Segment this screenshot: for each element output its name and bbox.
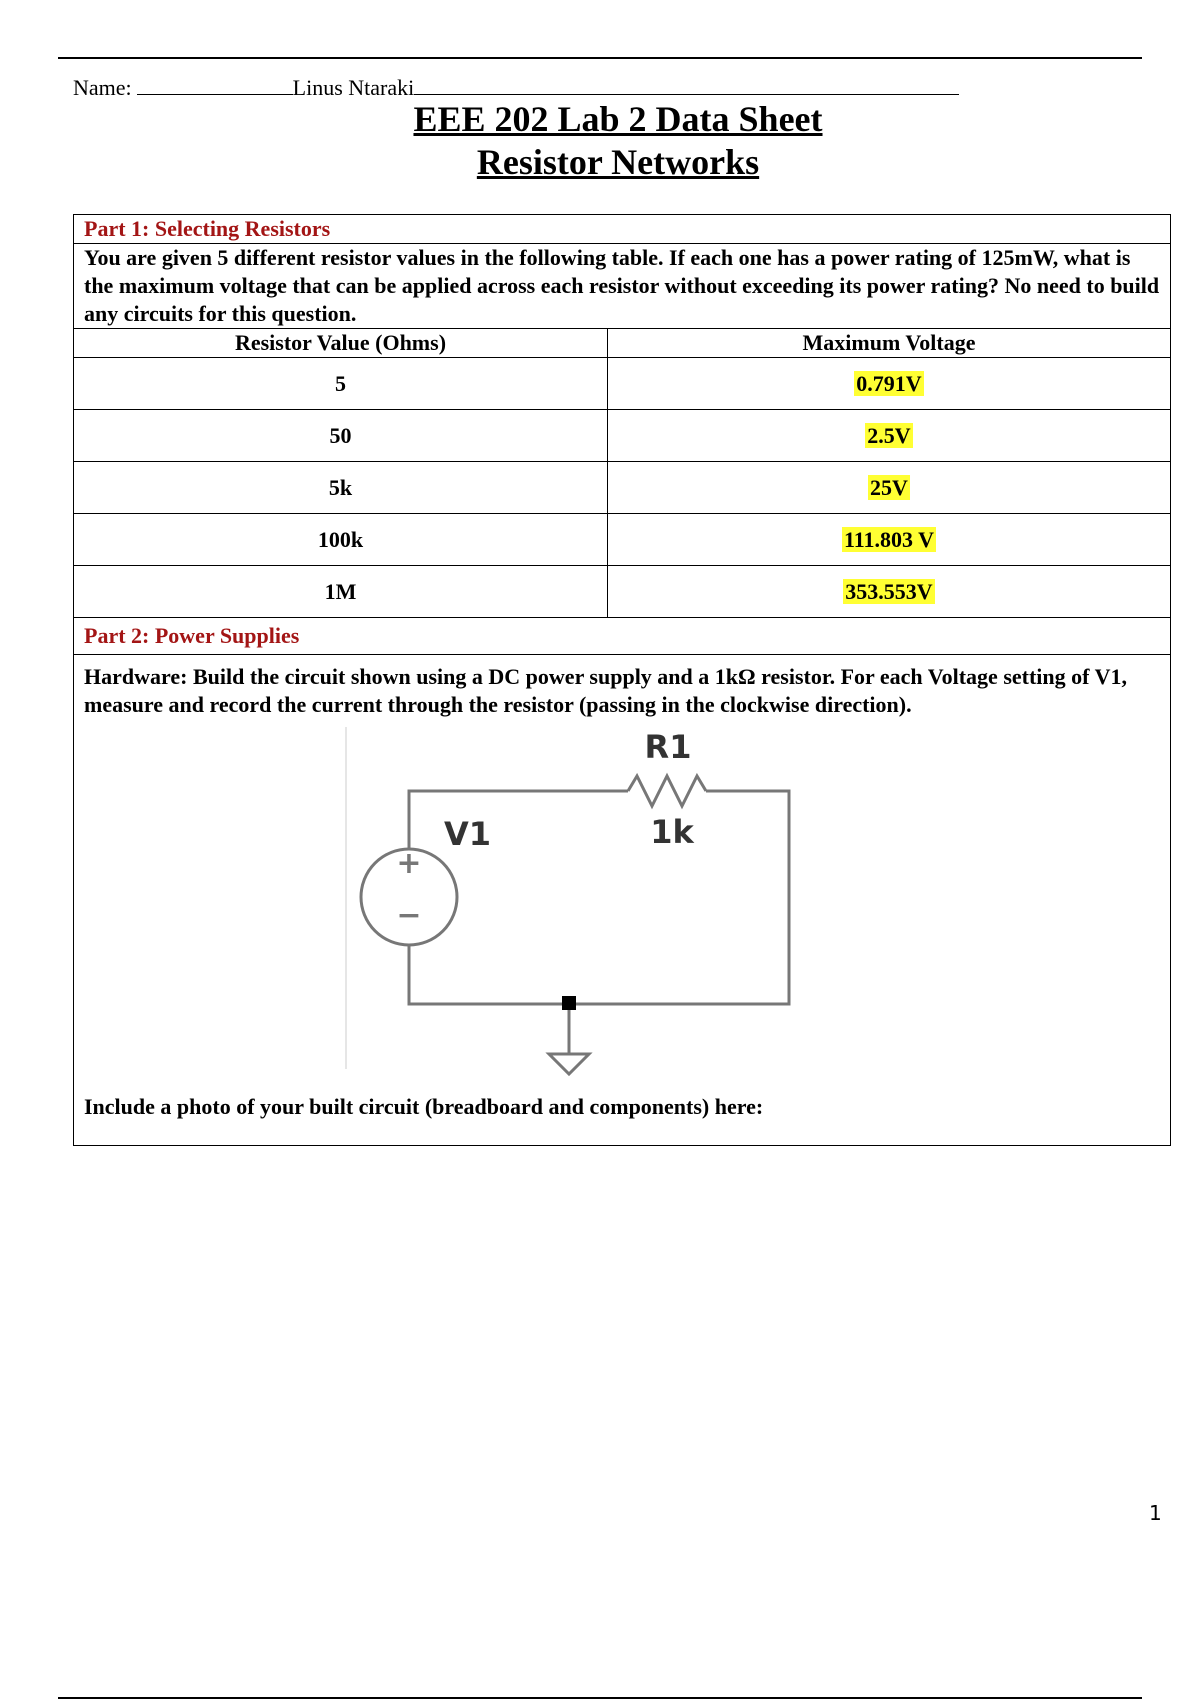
footer-rule — [58, 1697, 1142, 1699]
circuit-schematic — [84, 719, 1160, 1089]
column-header-voltage: Maximum Voltage — [608, 329, 1171, 358]
resistor-label: R1 — [644, 728, 692, 766]
plus-sign: + — [396, 846, 422, 881]
resistor-symbol — [628, 776, 706, 806]
source-label: V1 — [444, 815, 492, 853]
voltage-cell — [608, 358, 1171, 410]
resistor-value: 100k — [74, 514, 608, 566]
part2-label: Part 2: Power Supplies — [74, 618, 1171, 655]
voltage-cell — [608, 566, 1171, 618]
resistor-value: 1M — [74, 566, 608, 618]
max-voltage-answer[interactable]: 353.553V — [845, 578, 933, 604]
part2-hardware-text: Hardware: Build the circuit shown using a DC power supply and a 1kΩ resistor. For each Voltage setting of V1, measure and record the current through the resistor (passing in the clockwise direction). — [84, 664, 1127, 717]
name-value[interactable]: Linus Ntaraki — [292, 75, 415, 100]
table-row — [74, 514, 1171, 566]
table-row — [74, 462, 1171, 514]
page-title: EEE 202 Lab 2 Data Sheet — [413, 99, 823, 139]
column-header-resistor: Resistor Value (Ohms) — [74, 329, 608, 358]
table-row — [74, 410, 1171, 462]
page-subtitle: Resistor Networks — [476, 142, 760, 182]
voltage-cell — [608, 410, 1171, 462]
data-sheet-table — [73, 214, 1171, 1146]
name-blank — [137, 74, 293, 95]
name-line — [73, 74, 959, 101]
name-label: Name: — [73, 75, 132, 100]
part2-body — [74, 655, 1171, 1146]
schematic-svg — [84, 719, 1161, 1089]
max-voltage-answer[interactable]: 0.791V — [856, 370, 922, 396]
table-row — [74, 358, 1171, 410]
photo-prompt: Include a photo of your built circuit (breadboard and components) here: — [84, 1094, 764, 1119]
resistor-value: 5 — [74, 358, 608, 410]
resistor-value: 5k — [74, 462, 608, 514]
max-voltage-answer[interactable]: 2.5V — [867, 422, 911, 448]
max-voltage-answer[interactable]: 25V — [870, 474, 908, 500]
voltage-cell — [608, 514, 1171, 566]
name-blank-trailing — [414, 74, 959, 95]
ground-symbol — [549, 1054, 589, 1074]
header-rule — [58, 57, 1142, 59]
voltage-cell — [608, 462, 1171, 514]
minus-sign: − — [396, 898, 422, 933]
resistor-value-label: 1k — [650, 813, 694, 851]
ground-node — [562, 996, 576, 1010]
part1-description: You are given 5 different resistor values in the following table. If each one has a power rating of 125mW, what is the maximum voltage that can be applied across each resistor without exceeding its power rating? No need to build any circuits for this question. — [74, 244, 1171, 329]
part1-label: Part 1: Selecting Resistors — [74, 215, 1171, 244]
table-row — [74, 566, 1171, 618]
max-voltage-answer[interactable]: 111.803 V — [843, 526, 935, 552]
page-number: 1 — [1149, 1501, 1162, 1525]
resistor-value: 50 — [74, 410, 608, 462]
wire-top-left — [409, 791, 628, 849]
